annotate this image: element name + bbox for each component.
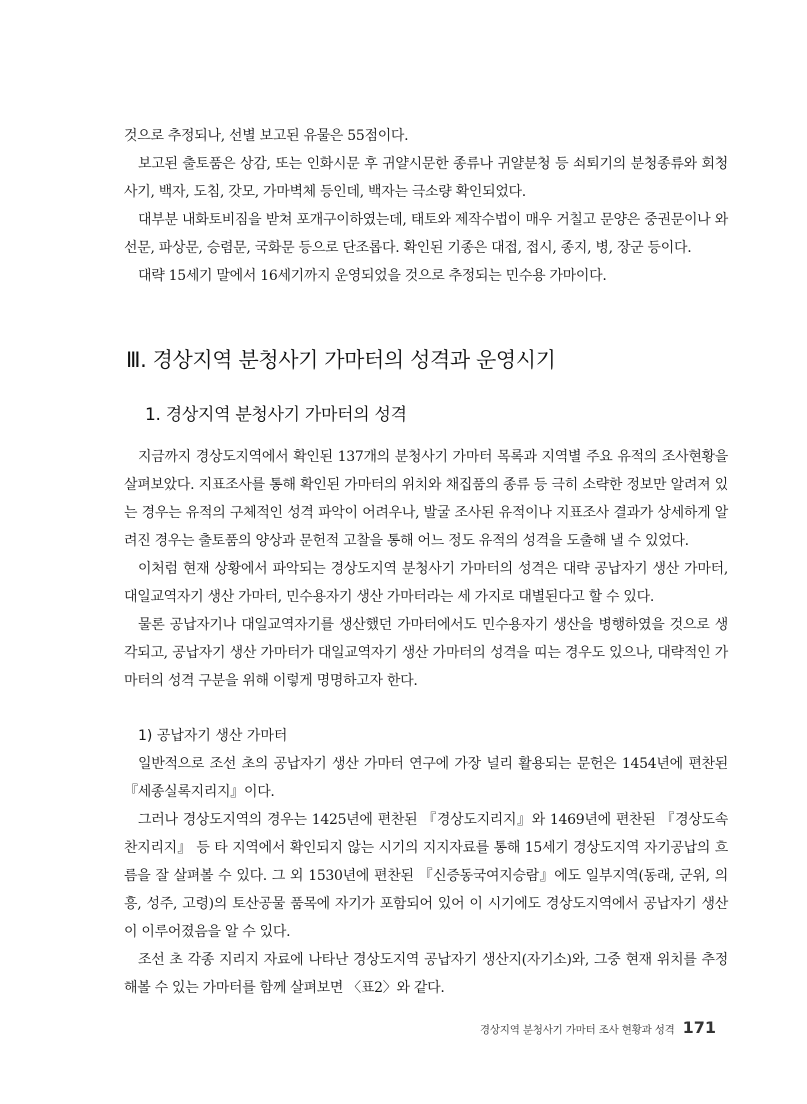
intro-paragraph-4: 대략 15세기 말에서 16세기까지 운영되었을 것으로 추정되는 민수용 가마이다. xyxy=(138,268,607,284)
intro-paragraph-2: 보고된 출토품은 상감, 또는 인화시문 후 귀얄시문한 종류나 귀얄분청 등 쇠퇴기의 분청종류와 회청사기, 백자, 도침, 갓모, 가마벽체 등인데, 백자는 극소량 확인되었다. xyxy=(124,156,728,200)
page-footer xyxy=(480,1018,716,1037)
subsub-paragraph-2: 그러나 경상도지역의 경우는 1425년에 편찬된 『경상도지리지』와 1469년에 편찬된 『경상도속찬지리지』 등 타 지역에서 확인되지 않는 시기의 지지자료를 통해 15세기 경상도지역 자기공납의 흐름을 잘 살펴볼 수 있다. 그 외 1530년에 편찬된 『신증동국여지승람』에도 일부지역(동래, 군위, 의흥, 성주, 고령)의 토산공물 품목에 자기가 포함되어 있어 이 시기에도 경상도지역에서 공납자기 생산이 이루어졌음을 알 수 있다. xyxy=(124,812,728,940)
subsection-title: 1. 경상지역 분청사기 가마터의 성격 xyxy=(145,405,407,425)
subsub-block xyxy=(124,722,728,1002)
section-title: Ⅲ. 경상지역 분청사기 가마터의 성격과 운영시기 xyxy=(126,348,556,372)
intro-block xyxy=(124,122,728,290)
page-number: 171 xyxy=(682,1018,716,1037)
body-paragraph-3: 물론 공납자기나 대일교역자기를 생산했던 가마터에서도 민수용자기 생산을 병행하였을 것으로 생각되고, 공납자기 생산 가마터가 대일교역자기 생산 가마터의 성격을 띠는 경우도 있으나, 대략적인 가마터의 성격 구분을 위해 이렇게 명명하고자 한다. xyxy=(124,617,728,689)
body-paragraph-1: 지금까지 경상도지역에서 확인된 137개의 분청사기 가마터 목록과 지역별 주요 유적의 조사현황을 살펴보았다. 지표조사를 통해 확인된 가마터의 위치와 채집품의 종류 등 극히 소략한 정보만 알려져 있는 경우는 유적의 구체적인 성격 파악이 어려우나, 발굴 조사된 유적이나 지표조사 결과가 상세하게 알려진 경우는 출토품의 양상과 문헌적 고찰을 통해 어느 정도 유적의 성격을 도출해 낼 수 있었다. xyxy=(124,449,728,549)
subsub-paragraph-3: 조선 초 각종 지리지 자료에 나타난 경상도지역 공납자기 생산지(자기소)와, 그중 현재 위치를 추정해볼 수 있는 가마터를 함께 살펴보면 〈표2〉와 같다. xyxy=(124,952,728,996)
body-block xyxy=(124,443,728,695)
subsub-paragraph-1: 일반적으로 조선 초의 공납자기 생산 가마터 연구에 가장 널리 활용되는 문헌은 1454년에 편찬된 『세종실록지리지』이다. xyxy=(124,756,728,800)
intro-paragraph-3: 대부분 내화토비짐을 받쳐 포개구이하였는데, 태토와 제작수법이 매우 거칠고 문양은 중권문이나 와선문, 파상문, 승렴문, 국화문 등으로 단조롭다. 확인된 기종은 대접, 접시, 종지, 병, 장군 등이다. xyxy=(124,212,728,256)
subsub-title: 1) 공납자기 생산 가마터 xyxy=(138,728,288,744)
intro-paragraph-1: 것으로 추정되나, 선별 보고된 유물은 55점이다. xyxy=(124,128,409,144)
body-paragraph-2: 이처럼 현재 상황에서 파악되는 경상도지역 분청사기 가마터의 성격은 대략 공납자기 생산 가마터, 대일교역자기 생산 가마터, 민수용자기 생산 가마터라는 세 가지로 대별된다고 할 수 있다. xyxy=(124,561,728,605)
running-title: 경상지역 분청사기 가마터 조사 현황과 성격 xyxy=(479,1024,675,1036)
